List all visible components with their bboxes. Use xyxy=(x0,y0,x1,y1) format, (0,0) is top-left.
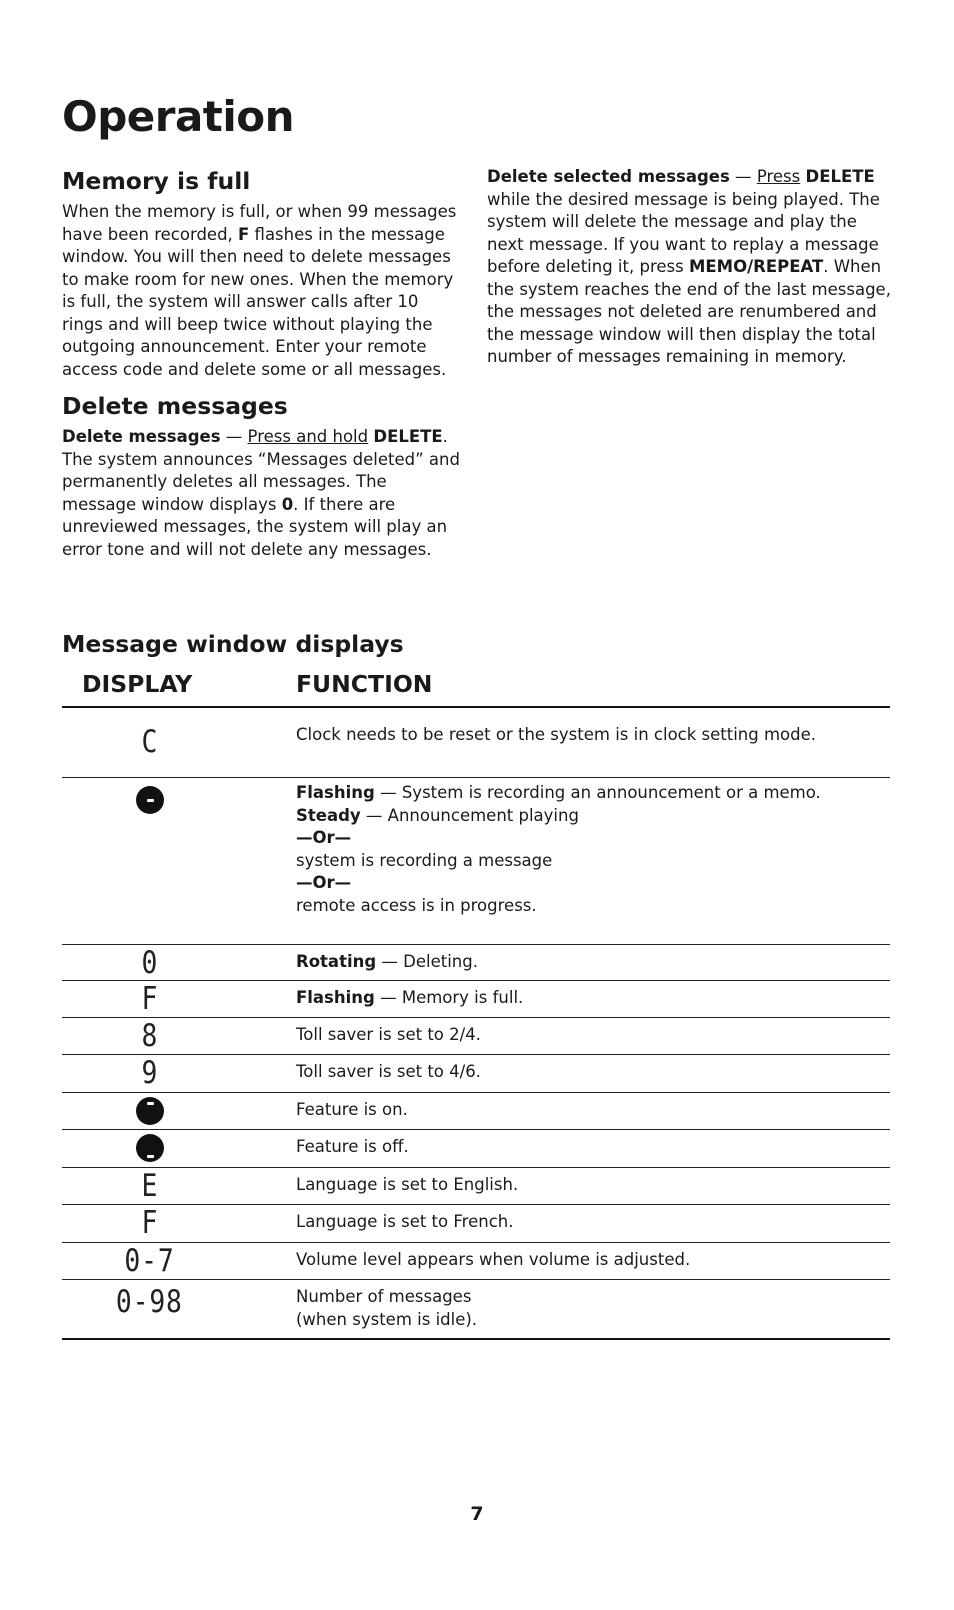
display-code: E xyxy=(141,1168,158,1204)
memory-full-text-2: flashes in the message window. You will then need to delete messages to make room for new ones. When the memory is full, the system will answer calls after 10 rings and will beep twice without playing the outgoing announcement. Enter your remote access code and delete some or all messages. xyxy=(62,224,454,379)
delete-key-label: DELETE xyxy=(373,427,443,446)
memory-full-text-1: When the memory is full, or when 99 messages have been recorded, xyxy=(62,202,457,244)
table-row xyxy=(62,1018,890,1055)
delete-messages-dash: — xyxy=(220,427,248,446)
table-row xyxy=(62,1093,890,1130)
delete-messages-action: Press and hold xyxy=(247,427,369,446)
function-text: Language is set to English. xyxy=(296,1175,519,1194)
function-text: Feature is off. xyxy=(296,1137,409,1156)
delete-selected-paragraph xyxy=(487,166,892,369)
table-row xyxy=(62,945,890,981)
flashing-label: Flashing xyxy=(296,783,375,802)
delete-selected-key: DELETE xyxy=(805,167,875,186)
message-window-heading: Message window displays xyxy=(62,630,404,658)
delete-messages-paragraph xyxy=(62,426,462,561)
delete-selected-dash: — xyxy=(729,167,757,186)
function-text: Language is set to French. xyxy=(296,1212,514,1231)
function-label: Rotating xyxy=(296,952,377,971)
function-text xyxy=(296,778,890,917)
function-text: Rotating — Deleting. xyxy=(296,952,478,971)
table-row xyxy=(62,1055,890,1093)
display-code: F xyxy=(141,981,158,1017)
memory-full-bold-f: F xyxy=(238,224,250,244)
steady-label: Steady xyxy=(296,805,361,825)
delete-messages-heading: Delete messages xyxy=(62,392,288,420)
delete-selected-label: Delete selected messages xyxy=(487,167,730,186)
table-row xyxy=(62,1168,890,1205)
recording-dot-icon xyxy=(136,786,164,814)
display-code: C xyxy=(141,724,158,760)
display-code: 9 xyxy=(141,1055,158,1091)
function-text: Volume level appears when volume is adjusted. xyxy=(296,1250,691,1269)
or-separator: —Or— xyxy=(296,828,352,847)
delete-messages-text-1: The system announces “Messages deleted” and permanently deletes all messages. The message window displays xyxy=(62,449,460,514)
memo-repeat-key-label: MEMO/REPEAT xyxy=(688,257,824,276)
steady-text: — Announcement playing xyxy=(360,805,579,825)
display-code: 0 xyxy=(141,945,158,981)
table-row xyxy=(62,1280,890,1340)
display-code: 0-98 xyxy=(116,1284,183,1320)
page-title: Operation xyxy=(62,92,295,141)
table-row xyxy=(62,1205,890,1243)
display-code: F xyxy=(141,1205,158,1241)
right-column xyxy=(487,166,892,369)
delete-messages-bold-zero: 0 xyxy=(281,494,294,514)
display-code: 8 xyxy=(141,1018,158,1054)
table-row xyxy=(62,1243,890,1280)
delete-messages-label: Delete messages xyxy=(62,427,221,446)
delete-selected-text-2: . When the system reaches the end of the last message, the messages not deleted are renumbered and the message window will then display the total number of messages remaining in memory. xyxy=(487,257,891,366)
feature-on-dot-icon xyxy=(136,1097,164,1125)
delete-selected-text-1: while the desired message is being played. The system will delete the message and play the next message. If you want to replay a message before deleting it, press xyxy=(487,189,880,276)
function-label: Flashing xyxy=(296,988,375,1007)
feature-off-dot-icon xyxy=(136,1134,164,1162)
table-row xyxy=(62,981,890,1018)
memory-full-paragraph xyxy=(62,201,462,381)
display-column-header: DISPLAY xyxy=(82,670,193,698)
message-window-table xyxy=(62,670,890,1340)
table-row xyxy=(62,1130,890,1168)
function-text: Toll saver is set to 2/4. xyxy=(296,1025,481,1044)
function-text: Toll saver is set to 4/6. xyxy=(296,1062,481,1081)
function-text: Number of messages (when system is idle). xyxy=(296,1287,478,1329)
table-header xyxy=(62,670,890,708)
function-text: Flashing — Memory is full. xyxy=(296,988,524,1007)
or-separator: —Or— xyxy=(296,873,352,892)
flashing-text: — System is recording an announcement or a memo. xyxy=(374,783,821,802)
function-text: Feature is on. xyxy=(296,1100,408,1119)
page-number: 7 xyxy=(470,1503,484,1525)
function-line: remote access is in progress. xyxy=(296,895,537,915)
delete-messages-period: . xyxy=(442,427,448,446)
display-code: 0-7 xyxy=(124,1243,175,1279)
function-line: system is recording a message xyxy=(296,850,553,870)
table-row xyxy=(62,708,890,778)
left-column xyxy=(62,166,462,561)
function-text: Clock needs to be reset or the system is in clock setting mode. xyxy=(296,725,817,744)
function-column-header: FUNCTION xyxy=(296,670,433,698)
delete-messages-text-2: . If there are unreviewed messages, the system will play an error tone and will not delete any messages. xyxy=(62,494,448,559)
table-row xyxy=(62,778,890,945)
memory-full-heading: Memory is full xyxy=(62,167,251,195)
delete-selected-action: Press xyxy=(756,167,801,186)
